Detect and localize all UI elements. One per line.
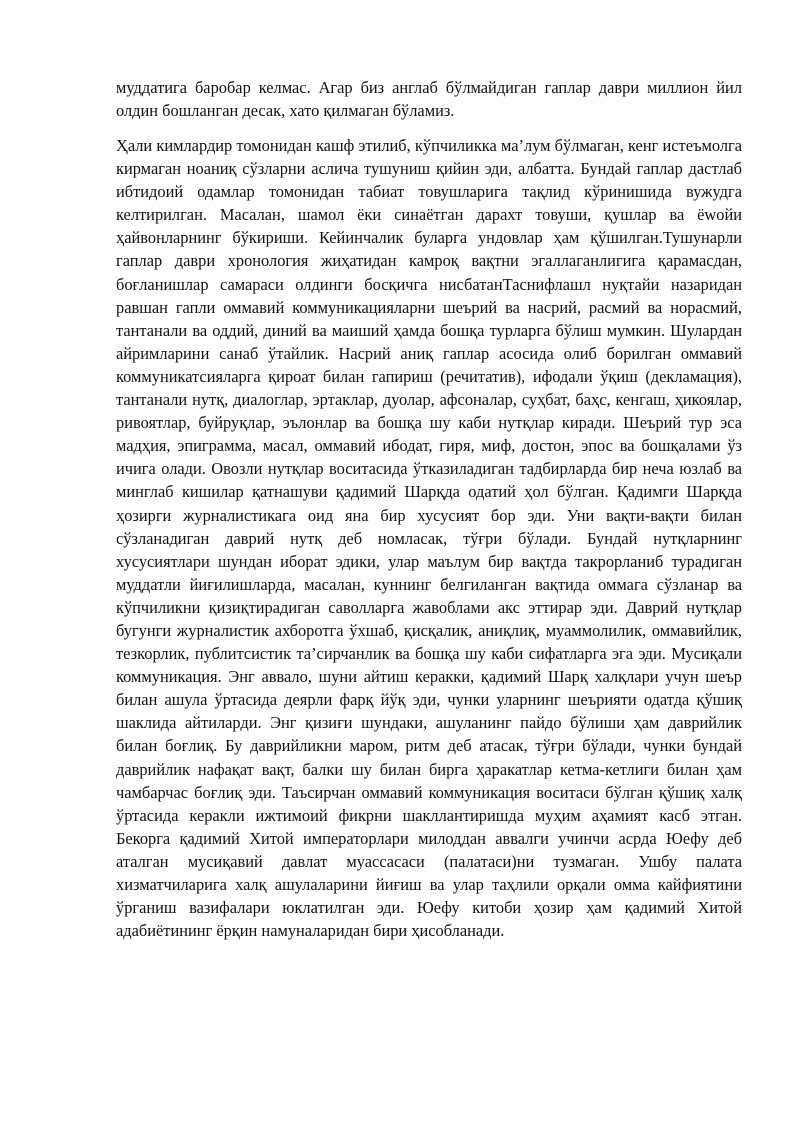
paragraph-continuation xyxy=(116,76,742,122)
paragraph-text: муддатига баробар келмас. Агар биз англаб бўлмайдиган гаплар даври миллион йил олдин бошланган десак, хато қилмаган бўламиз. xyxy=(116,78,742,121)
paragraph-main xyxy=(116,134,742,942)
paragraph-text: Ҳали кимлардир томонидан кашф этилиб, кўпчиликка ма’лум бўлмаган, кенг истеъмолга кирмаган ноаниқ сўзларни аслича тушуниш қийин эди, албатта. Бундай гаплар дастлаб ибтидоий одамлар томонидан табиат товушларига тақлид кўринишида вужудга келтирилган. Масалан, шамол ёки синаётган дарахт товуши, қушлар ва ёwойи ҳайвонларнинг бўкириши. Кейинчалик буларга ундовлар ҳам қўшилган.Тушунарли гаплар даври хронология жиҳатидан камроқ вақтни эгаллаганлигига қарамасдан, боғланишлар самараси олдинги босқичга нисбатанТаснифлашл нуқтайи назаридан равшан гапли оммавий коммуникацияларни шеърий ва насрий, расмий ва норасмий, тантанали ва оддий, диний ва маиший ҳамда бошқа турларга бўлиш мумкин. Шулардан айримларини санаб ўтайлик. Насрий аниқ гаплар асосида олиб борилган оммавий коммуникатсияларга қироат билан гапириш (речитатив), ифодали ўқиш (декламация), тантанали нутқ, диалоглар, эртаклар, дуолар, афсоналар, суҳбат, баҳс, кенгаш, ҳикоялар, ривоятлар, буйруқлар, эълонлар ва бошқа шу каби нутқлар киради. Шеърий тур эса мадҳия, эпиграмма, масал, оммавий ибодат, гиря, миф, достон, эпос ва бошқалами ўз ичига олади. Овозли нутқлар воситасида ўтказиладиган тадбирларда бир неча юзлаб ва минглаб кишилар қатнашуви қадимий Шарқда одатий ҳол бўлган. Қадимги Шарқда ҳозирги журналистикага оид яна бир хусусият бор эди. Уни вақти-вақти билан сўзланадиган даврий нутқ деб номласак, тўғри бўлади. Бундай нутқларнинг хусусиятлари шундан иборат эдики, улар маълум бир вақтда такрорланиб турадиган муддатли йиғилишларда, масалан, куннинг белгиланган вақтида оммага сўзланар ва кўпчиликни қизиқтирадиган саволларга жавоблами акс эттирар эди. Даврий нутқлар бугунги журналистик ахборотга ўхшаб, қисқалик, аниқлиқ, муаммолилик, оммавийлик, тезкорлик, публитсистик та’сирчанлик ва бошқа шу каби сифатларга эга эди. Мусиқали коммуникация. Энг аввало, шуни айтиш керакки, қадимий Шарқ халқлари учун шеър билан ашула ўртасида деярли фарқ йўқ эди, чунки уларнинг шеърияти одатда қўшиқ шаклида айтиларди. Энг қизиғи шундаки, ашуланинг пайдо бўлиши ҳам даврийлик билан боғлиқ. Бу даврийликни маром, ритм деб атасак, тўғри бўлади, чунки бундай даврийлик нафақат вақт, балки шу билан бирга ҳаракатлар кетма-кетлиги билан ҳам чамбарчас боғлиқ эди. Таъсирчан оммавий коммуникация воситаси бўлган қўшиқ халқ ўртасида керакли ижтимоий фикрни шакллантиришда муҳим аҳамият касб этган. Бекорга қадимий Хитой императорлари милоддан аввалги учинчи асрда Юефу деб аталган мусиқавий давлат муассасаси (палатаси)ни тузмаган. Ушбу палата хизматчиларига халқ ашулаларини йиғиш ва улар таҳлили орқали омма кайфиятини ўрганиш вазифалари юклатилган эди. Юефу китоби ҳозир ҳам қадимий Хитой адабиётининг ёрқин намуналаридан бири ҳисобланади. xyxy=(116,136,742,941)
